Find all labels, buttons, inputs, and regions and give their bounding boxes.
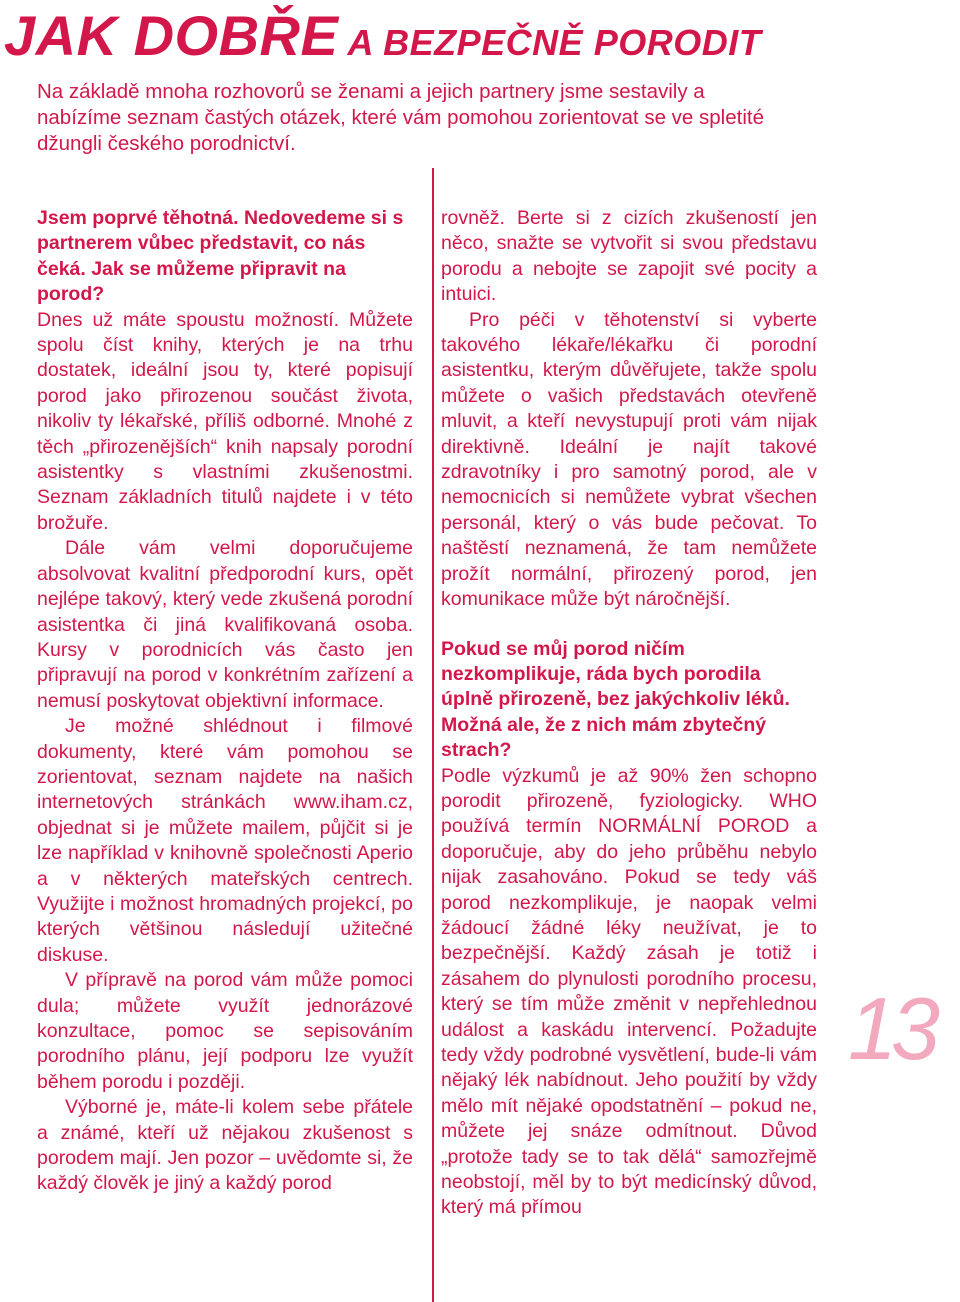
intro-paragraph: Na základě mnoha rozhovorů se ženami a jejich partnery jsme sestavily a nabízíme seznam častých otázek, které vám pomohou zorientovat se ve spletité džungli českého porodnictví.: [37, 80, 764, 155]
column-divider: [432, 168, 434, 1302]
page-number: 13: [848, 979, 934, 1078]
answer-paragraph: Podle výzkumů je až 90% žen schopno porodit přirozeně, fyziologicky. WHO používá termín NORMÁLNÍ POROD a doporučuje, aby do jeho průběhu nebylo nijak zasahováno. Pokud se tedy váš porod nezkomplikuje, je naopak velmi žádoucí žádné léky neužívat, je to bezpečnější. Každý zásah je totiž i zásahem do plynulosti porodního procesu, který se tím může změnit v nepřehlednou událost a kaskádu intervencí. Požadujte tedy vždy podrobné vysvětlení, bude-li vám nějaký lék nabídnout. Jeho použití by vždy mělo mít nějaké opodstatnění – pokud ne, můžete jej snáze odmítnout. Důvod „protože tady se to tak dělá“ samozřejmě neobstojí, měl by to být medicínský důvod, který má přímou: [441, 764, 817, 1219]
page-headline: [4, 4, 762, 67]
answer-paragraph: Pro péči v těhotenství si vyberte takového lékaře/lékařku či porodní asistentku, kterým důvěřujete, takže spolu můžete o vašich představách otevřeně mluvit, a kteří nevystupují proti vám nijak direktivně. Ideální je najít takové zdravotníky i pro samotný porod, ale v nemocnicích si nemůžete vybrat všechen personál, který o vás bude pečovat. To naštěstí neznamená, že tam nemůžete prožít normální, přirozený porod, jen komunikace může být náročnější.: [441, 308, 817, 611]
right-column: [441, 206, 817, 1221]
answer-paragraph: Výborné je, máte-li kolem sebe přátele a známé, kteří už nějakou zkušenost s porodem mají. Jen pozor – uvědomte si, že každý člověk je jiný a každý porod: [37, 1096, 413, 1195]
answer-paragraph: Je možné shlédnout i filmové dokumenty, které vám pomohou se zorientovat, seznam najdete na našich internetových stránkách www.iham.cz, objednat si je můžete mailem, půjčit si je lze například v knihovně společnosti Aperio a v některých mateřských centrech. Využijte i možnost hromadných projekcí, po kterých většinou následují užitečné diskuse.: [37, 715, 413, 966]
headline-main: JAK DOBŘE: [4, 4, 339, 67]
question-first-pregnancy: Jsem poprvé těhotná. Nedovedeme si s partnerem vůbec představit, co nás čeká. Jak se můžeme připravit na porod?: [37, 207, 404, 306]
question-natural-birth: Pokud se můj porod ničím nezkomplikuje, ráda bych porodila úplně přirozeně, bez jakýchkoliv léků. Možná ale, že z nich mám zbytečný strach?: [441, 637, 790, 762]
left-column: [37, 206, 413, 1197]
answer-paragraph: Dále vám velmi doporučujeme absolvovat kvalitní předporodní kurs, opět nejlépe takový, který vede zkušená porodní asistentka či jiná kvalifikovaná osoba. Kursy v porodnicích vás často jen připravují na porod v konkrétním zařízení a nemusí poskytovat objektivní informace.: [37, 537, 413, 712]
headline-secondary: A BEZPEČNĚ PORODIT: [338, 22, 762, 63]
answer-paragraph: V přípravě na porod vám může pomoci dula; můžete využít jednorázové konzultace, pomoc se sepisováním porodního plánu, její podporu lze využít během porodu i později.: [37, 969, 413, 1093]
answer-paragraph: rovněž. Berte si z cizích zkušeností jen něco, snažte se vytvořit si svou představu porodu a nebojte se zapojit své pocity a intuici.: [441, 207, 817, 306]
answer-paragraph: Dnes už máte spoustu možností. Můžete spolu číst knihy, kterých je na trhu dostatek, ideální jsou ty, které popisují porod jako přirozenou součást života, nikoliv ty lékařské, příliš odborné. Mnohé z těch „přirozenějších“ knih napsaly porodní asistentky s vlastními zkušenostmi. Seznam základních titulů najdete i v této brožuře.: [37, 308, 413, 534]
